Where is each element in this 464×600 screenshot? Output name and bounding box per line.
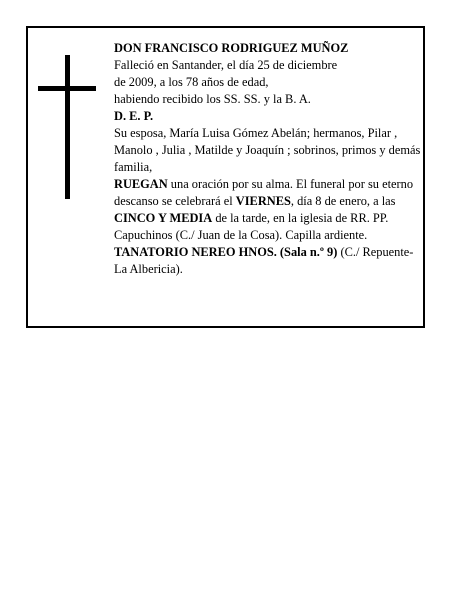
obituary-notice (26, 26, 425, 328)
death-line-3: habiendo recibido los SS. SS. y la B. A. (114, 92, 311, 106)
date-text: , día 8 de enero, a las (290, 194, 396, 208)
service-paragraph (114, 176, 422, 278)
deceased-name: DON FRANCISCO RODRIGUEZ MUÑOZ (114, 41, 349, 55)
service-time: CINCO Y MEDIA (114, 211, 213, 225)
death-line-2: de 2009, a los 78 años de edad, (114, 75, 269, 89)
obituary-text (114, 40, 422, 278)
rip-line: D. E. P. (114, 109, 154, 123)
service-day: VIERNES (235, 194, 291, 208)
cross-icon (38, 55, 96, 199)
prayer-text: una oración por su alma. El funeral por su eterno descanso se celebrará el (114, 177, 414, 208)
ruegan-text: RUEGAN (114, 177, 168, 191)
family-paragraph: Su esposa, María Luisa Gómez Abelán; hermanos, Pilar , Manolo , Julia , Matilde y Joaquín ; sobrinos, primos y demás familia, (114, 126, 421, 174)
church-text: de la tarde, en la iglesia de RR. PP. Capuchinos (C./ Juan de la Cosa). Capilla ardiente. (114, 211, 389, 242)
cross-horizontal-bar (38, 86, 96, 91)
address-text: (C./ Repuente-La Albericia). (114, 245, 414, 276)
cross-vertical-bar (65, 55, 70, 199)
death-line-1: Falleció en Santander, el día 25 de diciembre (114, 58, 338, 72)
funeral-home: TANATORIO NEREO HNOS. (Sala n.º 9) (114, 245, 338, 259)
